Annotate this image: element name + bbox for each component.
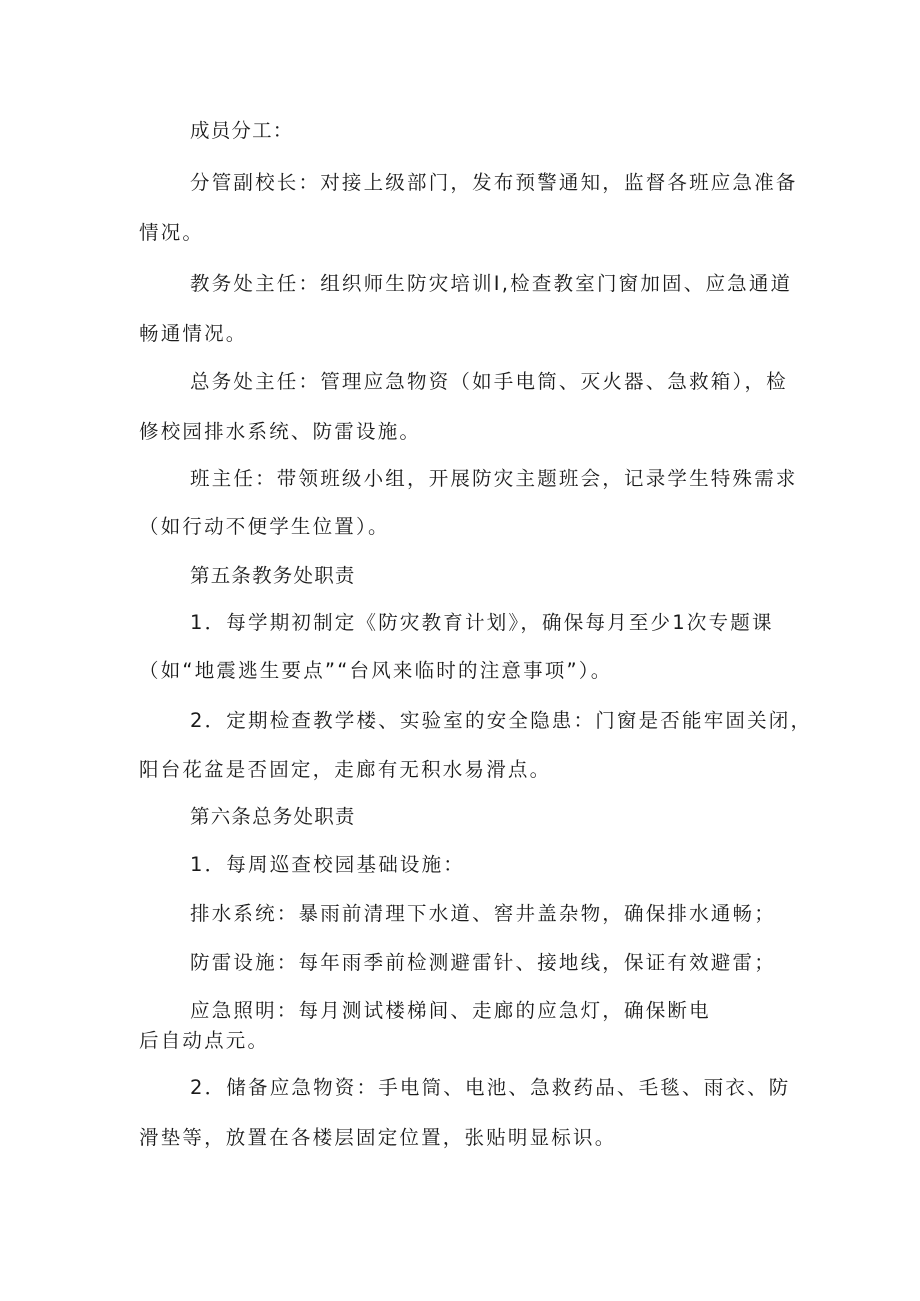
article-5-item-2-line-2: 阳台花盆是否固定，走廊有无积水易滑点。	[139, 758, 552, 781]
class-teacher-line-2: （如行动不便学生位置）。	[139, 515, 390, 538]
class-teacher-line-1: 班主任：带领班级小组，开展防灾主题班会，记录学生特殊需求	[190, 467, 798, 490]
general-affairs-director-line-2: 修校园排水系统、防雷设施。	[139, 420, 422, 443]
article-6-item-2-line-2: 滑垫等，放置在各楼层固定位置，张贴明显标识。	[139, 1126, 617, 1149]
article-5-item-2-line-1: 2．定期检查教学楼、实验室的安全隐患：门窗是否能牢固关闭，	[190, 709, 813, 732]
vice-principal-line-1: 分管副校长：对接上级部门，发布预警通知，监督各班应急准备	[190, 171, 798, 194]
general-affairs-director-line-1: 总务处主任：管理应急物资（如手电筒、灭火器、急救箱），检	[190, 370, 788, 393]
drainage-line: 排水系统：暴雨前清理下水道、窖井盖杂物，确保排水通畅；	[190, 902, 776, 925]
emergency-lighting-line-1: 应急照明：每月测试楼梯间、走廊的应急灯，确保断电	[190, 999, 711, 1022]
article-5-item-1-line-1: 1．每学期初制定《防灾教育计划》，确保每月至少1次专题课	[190, 611, 774, 634]
article-6-item-1: 1．每周巡查校园基础设施：	[190, 853, 466, 876]
article-6-item-2-line-1: 2．储备应急物资：手电筒、电池、急救药品、毛毯、雨衣、防	[190, 1076, 791, 1099]
academic-director-line-1: 教务处主任：组织师生防灾培训I,检查教室门窗加固、应急通道	[190, 272, 793, 295]
article-6-heading: 第六条总务处职责	[190, 805, 356, 828]
lightning-line: 防雷设施：每年雨季前检测避雷针、接地线，保证有效避雷；	[190, 951, 776, 974]
members-heading: 成员分工：	[190, 119, 294, 142]
emergency-lighting-line-2: 后自动点元。	[139, 1029, 270, 1052]
academic-director-line-2: 畅通情况。	[139, 322, 248, 345]
article-5-item-1-line-2: （如“地震逃生要点”“台风来临时的注意事项”）。	[139, 659, 613, 682]
article-5-heading: 第五条教务处职责	[190, 564, 356, 587]
vice-principal-line-2: 情况。	[139, 221, 205, 244]
